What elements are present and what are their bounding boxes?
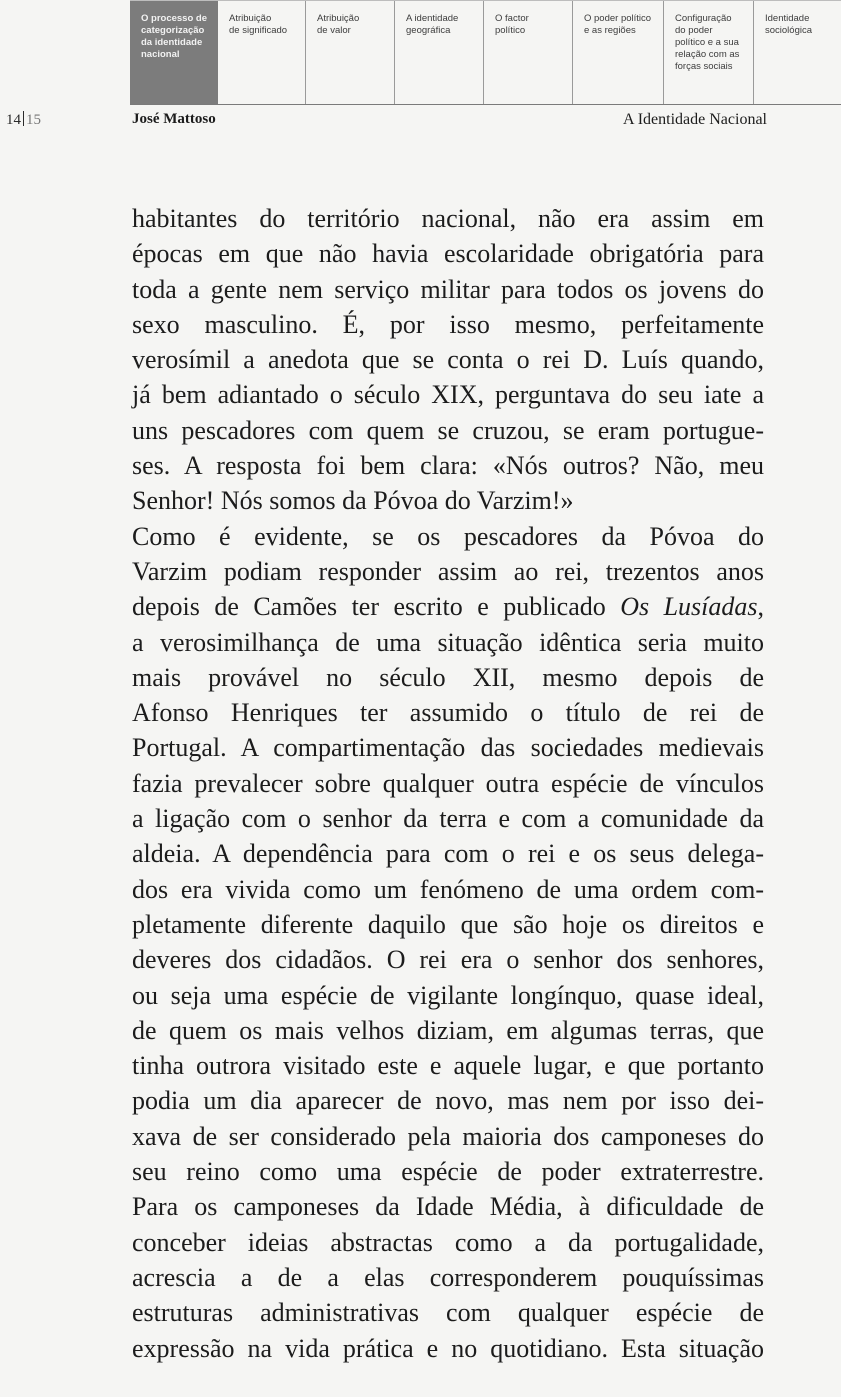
text-line: expressão na vida prática e no quotidiano. Esta situação (132, 1333, 764, 1363)
nav-item-identidade-geografica[interactable] (395, 1, 484, 105)
nav-item-line: A identidade (406, 13, 459, 24)
nav-item-line: O factor (495, 13, 529, 24)
text-line: a ligação com o senhor da terra e com a comunidade da (132, 804, 764, 834)
text-line: mais provável no século XII, mesmo depois de (132, 662, 764, 692)
text-segment: , (757, 592, 764, 622)
text-line: Varzim podiam responder assim ao rei, trezentos anos (132, 556, 764, 586)
nav-item-line: Atribuição (317, 13, 360, 24)
running-header-author: José Mattoso (132, 111, 216, 127)
text-line: pletamente diferente daquilo que são hoje os direitos e (132, 909, 764, 939)
text-line: Senhor! Nós somos da Póvoa do Varzim!» (132, 486, 574, 516)
running-header-title: A Identidade Nacional (623, 111, 767, 128)
text-line: toda a gente nem serviço militar para todos os jovens do (132, 274, 764, 304)
text-line: deveres dos cidadãos. O rei era o senhor dos senhores, (132, 945, 764, 975)
text-line: habitantes do território nacional, não era assim em (132, 204, 764, 233)
chapter-navigation (130, 0, 841, 104)
nav-item-line: O poder político (584, 13, 652, 24)
nav-item-poder-regioes[interactable] (573, 1, 664, 105)
nav-item-line: forças sociais (675, 61, 733, 72)
text-line: fazia prevalecer sobre qualquer outra espécie de vínculos (132, 768, 764, 798)
text-line: conceber ideias abstractas como a da portugalidade, (132, 1227, 764, 1257)
nav-item-line: de valor (317, 25, 351, 36)
nav-item-line: O processo de (141, 13, 207, 24)
text-line: aldeia. A dependência para com o rei e os seus delega- (132, 839, 764, 869)
nav-item-line: político e a sua (675, 37, 739, 48)
nav-item-categorizacao[interactable] (130, 1, 218, 105)
text-line: Para os camponeses da Idade Média, à dificuldade de (132, 1192, 764, 1222)
nav-item-line: do poder (675, 25, 713, 36)
nav-item-identidade-sociologica[interactable] (754, 1, 841, 105)
nav-item-line: e as regiões (584, 25, 636, 36)
text-line: sexo masculino. É, por isso mesmo, perfeitamente (132, 309, 764, 339)
book-title-italic: Os Lusíadas (620, 592, 758, 622)
text-line: Como é evidente, se os pescadores da Póvoa do (132, 521, 764, 551)
text-line: tinha outrora visitado este e aquele lugar, e que portanto (132, 1051, 764, 1081)
text-line: Afonso Henriques ter assumido o título de rei de (132, 698, 764, 728)
page-numbers (6, 111, 41, 129)
text-line: ses. A resposta foi bem clara: «Nós outros? Não, meu (132, 451, 764, 481)
nav-item-line: político (495, 25, 526, 36)
nav-item-line: nacional (141, 49, 180, 60)
text-line: xava de ser considerado pela maioria dos camponeses do (132, 1121, 764, 1151)
page-number-separator (23, 111, 24, 126)
page-number-left: 14 (6, 112, 21, 128)
nav-item-line: categorização (141, 25, 205, 36)
page-number-right: 15 (26, 112, 41, 128)
text-line: acrescia a de a elas corresponderem pouquíssimas (132, 1262, 764, 1292)
header-rule (130, 104, 841, 105)
text-line: podia um dia aparecer de novo, mas nem por isso dei- (132, 1086, 764, 1116)
text-line: estruturas administrativas com qualquer espécie de (132, 1298, 764, 1328)
nav-item-line: relação com as (675, 49, 740, 60)
text-line: Portugal. A compartimentação das sociedades medievais (132, 733, 764, 763)
nav-item-line: Atribuição (229, 13, 272, 24)
text-line: uns pescadores com quem se cruzou, se eram portugue- (132, 415, 764, 445)
text-segment: depois de Camões ter escrito e publicado (132, 592, 621, 622)
nav-item-line: Identidade (765, 13, 810, 24)
nav-item-atribuicao-significado[interactable] (218, 1, 306, 105)
text-line: ou seja uma espécie de vigilante longínquo, quase ideal, (132, 980, 764, 1010)
text-line: dos era vivida como um fenómeno de uma ordem com- (132, 874, 764, 904)
text-line (132, 589, 764, 624)
text-line: seu reino como uma espécie de poder extraterrestre. (132, 1157, 764, 1187)
nav-item-line: Configuração (675, 13, 732, 24)
text-line: de quem os mais velhos diziam, em algumas terras, que (132, 1015, 764, 1045)
nav-item-line: geográfica (406, 25, 451, 36)
nav-item-factor-politico[interactable] (484, 1, 573, 105)
text-line: já bem adiantado o século XIX, perguntava do seu iate a (132, 380, 764, 410)
nav-item-atribuicao-valor[interactable] (306, 1, 395, 105)
nav-item-line: sociológica (765, 25, 812, 36)
nav-item-line: de significado (229, 25, 288, 36)
nav-item-line: da identidade (141, 37, 203, 48)
body-text (132, 201, 764, 1366)
text-line: a verosimilhança de uma situação idêntica seria muito (132, 627, 764, 657)
text-line: épocas em que não havia escolaridade obrigatória para (132, 239, 764, 269)
text-line: verosímil a anedota que se conta o rei D. Luís quando, (132, 345, 764, 375)
nav-item-configuracao-poder[interactable] (664, 1, 754, 105)
